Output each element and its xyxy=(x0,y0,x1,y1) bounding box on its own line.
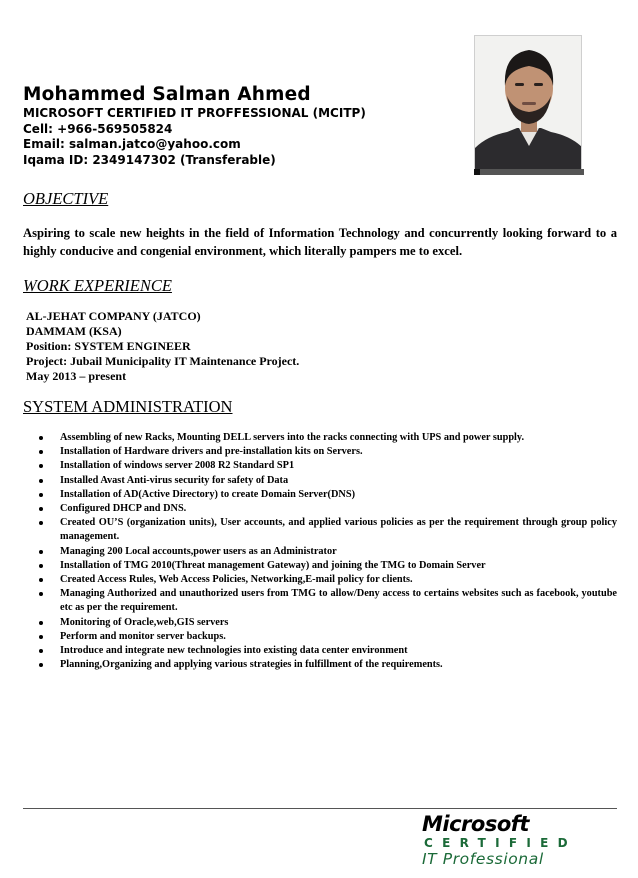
list-item: Installed Avast Anti-virus security for safety of Data xyxy=(37,474,617,488)
photo-base-bar xyxy=(474,169,584,175)
company-location: DAMMAM (KSA) xyxy=(26,324,122,338)
list-item: Monitoring of Oracle,web,GIS servers xyxy=(37,616,617,630)
profile-photo-drawing xyxy=(475,36,582,171)
duties-list xyxy=(37,431,617,672)
list-item: Installation of AD(Active Directory) to create Domain Server(DNS) xyxy=(37,488,617,502)
candidate-name: Mohammed Salman Ahmed xyxy=(23,84,311,105)
footer-divider xyxy=(23,808,617,809)
microsoft-wordmark: Microsoft xyxy=(422,812,529,836)
cell-number: Cell: +966-569505824 xyxy=(23,121,173,136)
list-item: Assembling of new Racks, Mounting DELL servers into the racks connecting with UPS and power supply. xyxy=(37,431,617,445)
candidate-title: MICROSOFT CERTIFIED IT PROFFESSIONAL (MCITP) xyxy=(23,106,366,120)
list-item: Installation of Hardware drivers and pre-installation kits on Servers. xyxy=(37,445,617,459)
microsoft-certified-logo xyxy=(422,812,602,868)
list-item: Installation of TMG 2010(Threat management Gateway) and joining the TMG to Domain Server xyxy=(37,559,617,573)
list-item: Created OU’S (organization units), User accounts, and applied various policies as per the requirement through group policy management. xyxy=(37,516,617,544)
list-item: Created Access Rules, Web Access Policies, Networking,E-mail policy for clients. xyxy=(37,573,617,587)
certified-label: CERTIFIED xyxy=(424,836,577,850)
list-item: Managing Authorized and unauthorized users from TMG to allow/Deny access to certains websites such as facebook, youtube etc as per the requirement. xyxy=(37,587,617,615)
list-item: Introduce and integrate new technologies into existing data center environment xyxy=(37,644,617,658)
employment-period: May 2013 – present xyxy=(26,369,127,383)
email-address: Email: salman.jatco@yahoo.com xyxy=(23,137,241,151)
work-experience-block xyxy=(26,309,299,384)
project-name: Project: Jubail Municipality IT Maintenance Project. xyxy=(26,354,300,368)
list-item: Managing 200 Local accounts,power users as an Administrator xyxy=(37,545,617,559)
list-item: Perform and monitor server backups. xyxy=(37,630,617,644)
company-name: AL-JEHAT COMPANY (JATCO) xyxy=(26,309,201,323)
resume-header xyxy=(23,84,463,168)
objective-text: Aspiring to scale new heights in the field of Information Technology and concurrently looking forward to a highly conducive and congenial environment, which literally pampers me to excel. xyxy=(23,226,617,258)
iqama-id: Iqama ID: 2349147302 (Transferable) xyxy=(23,152,276,167)
objective-heading: OBJECTIVE xyxy=(23,189,109,208)
list-item: Configured DHCP and DNS. xyxy=(37,502,617,516)
it-professional-label: IT Professional xyxy=(422,850,544,868)
job-position: Position: SYSTEM ENGINEER xyxy=(26,339,191,353)
work-experience-heading: WORK EXPERIENCE xyxy=(23,276,172,295)
list-item: Installation of windows server 2008 R2 Standard SP1 xyxy=(37,459,617,473)
system-administration-heading: SYSTEM ADMINISTRATION xyxy=(23,397,233,416)
list-item: Planning,Organizing and applying various strategies in fulfillment of the requirements. xyxy=(37,658,617,672)
profile-photo xyxy=(474,35,582,171)
